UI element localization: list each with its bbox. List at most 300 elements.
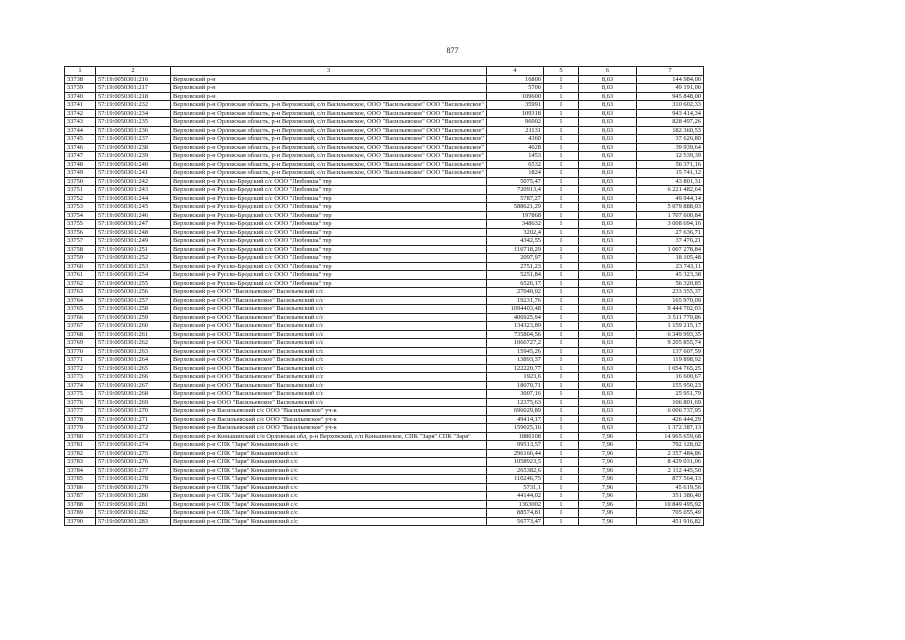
- cadastral-number: 57:19:0050301:232: [96, 101, 171, 110]
- rate-value: 8,63: [579, 160, 637, 169]
- count-value: 1: [544, 432, 579, 441]
- rate-value: 8,63: [579, 186, 637, 195]
- area-value: 1453: [487, 152, 544, 161]
- count-value: 1: [544, 390, 579, 399]
- table-row: [65, 203, 704, 212]
- area-value: 1094403,48: [487, 305, 544, 314]
- area-value: 122220,77: [487, 364, 544, 373]
- table-row: [65, 237, 704, 246]
- column-header: 7: [637, 67, 704, 76]
- area-value: 21131: [487, 126, 544, 135]
- cadastral-number: 57:19:0050301:242: [96, 177, 171, 186]
- cadastral-number: 57:19:0050301:238: [96, 143, 171, 152]
- table-row: [65, 347, 704, 356]
- table-row: [65, 160, 704, 169]
- table-row: [65, 313, 704, 322]
- rate-value: 8,63: [579, 279, 637, 288]
- cost-value: 1 054 765,25: [637, 364, 704, 373]
- location-description: Верховский р-н Орловская область, р-н Верховский, с/п Васильевское, ООО "Васильевское" ООО "Васильевское": [171, 135, 487, 144]
- count-value: 1: [544, 364, 579, 373]
- rate-value: 8,63: [579, 381, 637, 390]
- area-value: 110246,75: [487, 475, 544, 484]
- cadastral-number: 57:19:0050301:234: [96, 109, 171, 118]
- cost-value: 3 008 694,16: [637, 220, 704, 229]
- table-row: [65, 75, 704, 84]
- location-description: Верховский р-н ООО "Васильевское" Васильевский с/с: [171, 288, 487, 297]
- table-row: [65, 441, 704, 450]
- cadastral-table: [64, 66, 704, 526]
- count-value: 1: [544, 296, 579, 305]
- row-number: 33748: [65, 160, 96, 169]
- area-value: 2751,23: [487, 262, 544, 271]
- row-number: 33790: [65, 517, 96, 526]
- area-value: 1058923,5: [487, 458, 544, 467]
- cadastral-number: 57:19:0050301:236: [96, 126, 171, 135]
- row-number: 33762: [65, 279, 96, 288]
- cadastral-number: 57:19:0050301:270: [96, 407, 171, 416]
- rate-value: 8,63: [579, 211, 637, 220]
- location-description: Верховский р-н ООО "Васильевское" Васильевский с/с: [171, 390, 487, 399]
- location-description: Верховский р-н Русско-Бродский с/с ООО "Любовша" тер: [171, 237, 487, 246]
- rate-value: 8,63: [579, 424, 637, 433]
- area-value: 6532: [487, 160, 544, 169]
- cadastral-number: 57:19:0050301:254: [96, 271, 171, 280]
- table-row: [65, 152, 704, 161]
- row-number: 33738: [65, 75, 96, 84]
- cadastral-number: 57:19:0050301:272: [96, 424, 171, 433]
- column-number-row: [65, 67, 704, 76]
- table-row: [65, 262, 704, 271]
- cost-value: 45 619,56: [637, 483, 704, 492]
- rate-value: 8,63: [579, 373, 637, 382]
- row-number: 33749: [65, 169, 96, 178]
- row-number: 33776: [65, 398, 96, 407]
- row-number: 33783: [65, 458, 96, 467]
- cost-value: 12 539,39: [637, 152, 704, 161]
- count-value: 1: [544, 483, 579, 492]
- cost-value: 6 349 993,35: [637, 330, 704, 339]
- location-description: Верховский р-н Орловская область, р-н Верховский, с/п Васильевское, ООО "Васильевское" ООО "Васильевское": [171, 152, 487, 161]
- cost-value: 49 944,14: [637, 194, 704, 203]
- location-description: Верховский р-н Орловская область, р-н Верховский, с/п Васильевское, ООО "Васильевское" ООО "Васильевское": [171, 126, 487, 135]
- rate-value: 7,96: [579, 509, 637, 518]
- rate-value: 8,63: [579, 177, 637, 186]
- table-row: [65, 177, 704, 186]
- location-description: Верховский р-н СПК "Заря" Коньшинский с/с: [171, 500, 487, 509]
- cadastral-number: 57:19:0050301:255: [96, 279, 171, 288]
- table-row: [65, 271, 704, 280]
- table-row: [65, 517, 704, 526]
- location-description: Верховский р-н СПК "Заря" Коньшинский с/с: [171, 483, 487, 492]
- row-number: 33788: [65, 500, 96, 509]
- cadastral-number: 57:19:0050301:265: [96, 364, 171, 373]
- cost-value: 6 221 482,64: [637, 186, 704, 195]
- cadastral-number: 57:19:0050301:251: [96, 245, 171, 254]
- cadastral-number: 57:19:0050301:216: [96, 75, 171, 84]
- location-description: Верховский р-н Русско-Бродский с/с ООО "Любовша" тер: [171, 211, 487, 220]
- count-value: 1: [544, 373, 579, 382]
- row-number: 33744: [65, 126, 96, 135]
- area-value: 6526,17: [487, 279, 544, 288]
- location-description: Верховский р-н Орловская область, р-н Верховский, с/п Васильевское, ООО "Васильевское" ООО "Васильевское": [171, 101, 487, 110]
- count-value: 1: [544, 92, 579, 101]
- count-value: 1: [544, 75, 579, 84]
- rate-value: 7,96: [579, 500, 637, 509]
- cost-value: 9 205 855,74: [637, 339, 704, 348]
- area-value: 5787,27: [487, 194, 544, 203]
- row-number: 33757: [65, 237, 96, 246]
- cadastral-number: 57:19:0050301:243: [96, 186, 171, 195]
- row-number: 33765: [65, 305, 96, 314]
- cost-value: 18 105,48: [637, 254, 704, 263]
- row-number: 33746: [65, 143, 96, 152]
- cost-value: 106 801,69: [637, 398, 704, 407]
- cadastral-number: 57:19:0050301:253: [96, 262, 171, 271]
- count-value: 1: [544, 313, 579, 322]
- area-value: 5700: [487, 84, 544, 93]
- row-number: 33769: [65, 339, 96, 348]
- column-header: 6: [579, 67, 637, 76]
- rate-value: 8,63: [579, 92, 637, 101]
- location-description: Верховский р-н Русско-Бродский с/с ООО "Любовша" тер: [171, 254, 487, 263]
- cadastral-number: 57:19:0050301:246: [96, 211, 171, 220]
- location-description: Верховский р-н Орловская область, р-н Верховский, с/п Васильевское, ООО "Васильевское" ООО "Васильевское": [171, 109, 487, 118]
- rate-value: 8,63: [579, 75, 637, 84]
- rate-value: 8,63: [579, 237, 637, 246]
- row-number: 33763: [65, 288, 96, 297]
- cadastral-number: 57:19:0050301:248: [96, 228, 171, 237]
- row-number: 33784: [65, 466, 96, 475]
- rate-value: 7,96: [579, 458, 637, 467]
- location-description: Верховский р-н Орловская область, р-н Верховский, с/п Васильевское, ООО "Васильевское" ООО "Васильевское": [171, 143, 487, 152]
- cadastral-number: 57:19:0050301:245: [96, 203, 171, 212]
- row-number: 33754: [65, 211, 96, 220]
- area-value: 134323,89: [487, 322, 544, 331]
- cost-value: 1 707 600,84: [637, 211, 704, 220]
- table-row: [65, 483, 704, 492]
- cost-value: 155 950,23: [637, 381, 704, 390]
- row-number: 33778: [65, 415, 96, 424]
- row-number: 33789: [65, 509, 96, 518]
- row-number: 33766: [65, 313, 96, 322]
- cost-value: 2 112 445,50: [637, 466, 704, 475]
- cadastral-number: 57:19:0050301:249: [96, 237, 171, 246]
- count-value: 1: [544, 177, 579, 186]
- table-row: [65, 186, 704, 195]
- row-number: 33773: [65, 373, 96, 382]
- area-value: 5075,47: [487, 177, 544, 186]
- cadastral-number: 57:19:0050301:257: [96, 296, 171, 305]
- table-row: [65, 356, 704, 365]
- cost-value: 182 360,53: [637, 126, 704, 135]
- count-value: 1: [544, 169, 579, 178]
- rate-value: 7,96: [579, 441, 637, 450]
- rate-value: 8,63: [579, 126, 637, 135]
- location-description: Верховский р-н СПК "Заря" Коньшинский с/с: [171, 492, 487, 501]
- cost-value: 2 357 484,86: [637, 449, 704, 458]
- count-value: 1: [544, 339, 579, 348]
- rate-value: 8,63: [579, 415, 637, 424]
- location-description: Верховский р-н Русско-Бродский с/с ООО "Любовша" тер: [171, 203, 487, 212]
- rate-value: 8,63: [579, 118, 637, 127]
- count-value: 1: [544, 381, 579, 390]
- location-description: Верховский р-н Русско-Бродский с/с ООО "Любовша" тер: [171, 194, 487, 203]
- table-row: [65, 118, 704, 127]
- cost-value: 15 741,12: [637, 169, 704, 178]
- area-value: 735804,56: [487, 330, 544, 339]
- location-description: Верховский р-н ООО "Васильевское" Васильевский с/с: [171, 347, 487, 356]
- row-number: 33756: [65, 228, 96, 237]
- table-row: [65, 220, 704, 229]
- area-value: 4342,55: [487, 237, 544, 246]
- location-description: Верховский р-н Васильевский с/с ООО "Васильевское" уч-к: [171, 424, 487, 433]
- cost-value: 43 801,31: [637, 177, 704, 186]
- location-description: Верховский р-н Русско-Бродский с/с ООО "Любовша" тер: [171, 177, 487, 186]
- row-number: 33740: [65, 92, 96, 101]
- row-number: 33768: [65, 330, 96, 339]
- count-value: 1: [544, 152, 579, 161]
- cadastral-number: 57:19:0050301:244: [96, 194, 171, 203]
- row-number: 33787: [65, 492, 96, 501]
- count-value: 1: [544, 135, 579, 144]
- rate-value: 8,63: [579, 330, 637, 339]
- table-row: [65, 407, 704, 416]
- cost-value: 945 848,00: [637, 92, 704, 101]
- area-value: 44144,02: [487, 492, 544, 501]
- area-value: 5731,1: [487, 483, 544, 492]
- rate-value: 8,63: [579, 313, 637, 322]
- row-number: 33782: [65, 449, 96, 458]
- row-number: 33777: [65, 407, 96, 416]
- cost-value: 27 636,71: [637, 228, 704, 237]
- rate-value: 8,63: [579, 220, 637, 229]
- row-number: 33741: [65, 101, 96, 110]
- rate-value: 7,96: [579, 483, 637, 492]
- row-number: 33779: [65, 424, 96, 433]
- cadastral-number: 57:19:0050301:280: [96, 492, 171, 501]
- rate-value: 7,96: [579, 517, 637, 526]
- column-header: 4: [487, 67, 544, 76]
- table-row: [65, 339, 704, 348]
- count-value: 1: [544, 126, 579, 135]
- cost-value: 25 951,79: [637, 390, 704, 399]
- area-value: 35991: [487, 101, 544, 110]
- cost-value: 49 191,00: [637, 84, 704, 93]
- table-row: [65, 458, 704, 467]
- count-value: 1: [544, 305, 579, 314]
- table-row: [65, 254, 704, 263]
- rate-value: 8,63: [579, 135, 637, 144]
- rate-value: 8,63: [579, 245, 637, 254]
- rate-value: 8,63: [579, 347, 637, 356]
- rate-value: 8,63: [579, 407, 637, 416]
- location-description: Верховский р-н Русско-Бродский с/с ООО "Любовша" тер: [171, 271, 487, 280]
- count-value: 1: [544, 517, 579, 526]
- cost-value: 705 055,49: [637, 509, 704, 518]
- count-value: 1: [544, 220, 579, 229]
- area-value: 4360: [487, 135, 544, 144]
- count-value: 1: [544, 398, 579, 407]
- table-row: [65, 211, 704, 220]
- cost-value: 351 386,40: [637, 492, 704, 501]
- cadastral-number: 57:19:0050301:258: [96, 305, 171, 314]
- rate-value: 8,63: [579, 228, 637, 237]
- table-row: [65, 390, 704, 399]
- area-value: 1066727,2: [487, 339, 544, 348]
- area-value: 27040,02: [487, 288, 544, 297]
- table-row: [65, 92, 704, 101]
- area-value: 159025,16: [487, 424, 544, 433]
- count-value: 1: [544, 118, 579, 127]
- count-value: 1: [544, 84, 579, 93]
- area-value: 109318: [487, 109, 544, 118]
- table-row: [65, 466, 704, 475]
- rate-value: 8,63: [579, 254, 637, 263]
- row-number: 33759: [65, 254, 96, 263]
- rate-value: 7,96: [579, 449, 637, 458]
- location-description: Верховский р-н Русско-Бродский с/с ООО "Любовша" тер: [171, 186, 487, 195]
- table-row: [65, 364, 704, 373]
- area-value: 265382,6: [487, 466, 544, 475]
- table-row: [65, 415, 704, 424]
- area-value: 109600: [487, 92, 544, 101]
- table-row: [65, 492, 704, 501]
- cadastral-number: 57:19:0050301:279: [96, 483, 171, 492]
- table-row: [65, 288, 704, 297]
- count-value: 1: [544, 475, 579, 484]
- area-value: 3007,16: [487, 390, 544, 399]
- cost-value: 6 006 737,95: [637, 407, 704, 416]
- area-value: 720913,4: [487, 186, 544, 195]
- rate-value: 8,63: [579, 390, 637, 399]
- area-value: 3202,4: [487, 228, 544, 237]
- cadastral-number: 57:19:0050301:273: [96, 432, 171, 441]
- cost-value: 45 323,38: [637, 271, 704, 280]
- row-number: 33767: [65, 322, 96, 331]
- cadastral-number: 57:19:0050301:259: [96, 313, 171, 322]
- table-row: [65, 101, 704, 110]
- row-number: 33781: [65, 441, 96, 450]
- table-row: [65, 475, 704, 484]
- rate-value: 8,63: [579, 101, 637, 110]
- cost-value: 9 444 702,03: [637, 305, 704, 314]
- count-value: 1: [544, 288, 579, 297]
- count-value: 1: [544, 254, 579, 263]
- location-description: Верховский р-н СПК "Заря" Коньшинский с/с: [171, 509, 487, 518]
- rate-value: 8,63: [579, 398, 637, 407]
- cost-value: 877 564,13: [637, 475, 704, 484]
- row-number: 33742: [65, 109, 96, 118]
- cost-value: 310 602,33: [637, 101, 704, 110]
- location-description: Верховский р-н Коньшинский с/п Орловская обл, р-н Верховский, с/п Коньшинское, СПК "Заря" СПК "Заря": [171, 432, 487, 441]
- table-row: [65, 143, 704, 152]
- table-row: [65, 169, 704, 178]
- count-value: 1: [544, 228, 579, 237]
- column-header: 2: [96, 67, 171, 76]
- cadastral-number: 57:19:0050301:278: [96, 475, 171, 484]
- row-number: 33772: [65, 364, 96, 373]
- location-description: Верховский р-н Русско-Бродский с/с ООО "Любовша" тер: [171, 262, 487, 271]
- table-row: [65, 305, 704, 314]
- count-value: 1: [544, 424, 579, 433]
- cost-value: 16 600,67: [637, 373, 704, 382]
- rate-value: 8,63: [579, 322, 637, 331]
- rate-value: 8,63: [579, 109, 637, 118]
- table-row: [65, 381, 704, 390]
- table-row: [65, 194, 704, 203]
- row-number: 33785: [65, 475, 96, 484]
- table-row: [65, 432, 704, 441]
- row-number: 33739: [65, 84, 96, 93]
- location-description: Верховский р-н: [171, 84, 487, 93]
- location-description: Верховский р-н Орловская область, р-н Верховский, с/п Васильевское, ООО "Васильевское" ООО "Васильевское": [171, 169, 487, 178]
- table-row: [65, 126, 704, 135]
- row-number: 33753: [65, 203, 96, 212]
- count-value: 1: [544, 356, 579, 365]
- location-description: Верховский р-н Орловская область, р-н Верховский, с/п Васильевское, ООО "Васильевское" ООО "Васильевское": [171, 118, 487, 127]
- cost-value: 828 497,26: [637, 118, 704, 127]
- table-row: [65, 296, 704, 305]
- rate-value: 7,96: [579, 432, 637, 441]
- location-description: Верховский р-н Русско-Бродский с/с ООО "Любовша" тер: [171, 245, 487, 254]
- area-value: 696029,89: [487, 407, 544, 416]
- page-number: 877: [446, 46, 459, 55]
- count-value: 1: [544, 466, 579, 475]
- area-value: 99513,57: [487, 441, 544, 450]
- rate-value: 8,63: [579, 305, 637, 314]
- location-description: Верховский р-н ООО "Васильевское" Васильевский с/с: [171, 373, 487, 382]
- table-row: [65, 84, 704, 93]
- cost-value: 56 371,16: [637, 160, 704, 169]
- rate-value: 8,63: [579, 356, 637, 365]
- row-number: 33786: [65, 483, 96, 492]
- table-row: [65, 279, 704, 288]
- area-value: 13893,37: [487, 356, 544, 365]
- count-value: 1: [544, 203, 579, 212]
- cost-value: 233 355,37: [637, 288, 704, 297]
- cadastral-number: 57:19:0050301:267: [96, 381, 171, 390]
- cadastral-number: 57:19:0050301:264: [96, 356, 171, 365]
- cadastral-number: 57:19:0050301:235: [96, 118, 171, 127]
- rate-value: 8,63: [579, 339, 637, 348]
- rate-value: 8,63: [579, 296, 637, 305]
- count-value: 1: [544, 492, 579, 501]
- area-value: 588621,29: [487, 203, 544, 212]
- rate-value: 8,63: [579, 152, 637, 161]
- rate-value: 8,63: [579, 143, 637, 152]
- cadastral-number: 57:19:0050301:271: [96, 415, 171, 424]
- row-number: 33764: [65, 296, 96, 305]
- count-value: 1: [544, 330, 579, 339]
- count-value: 1: [544, 407, 579, 416]
- cadastral-number: 57:19:0050301:262: [96, 339, 171, 348]
- column-header: 5: [544, 67, 579, 76]
- cadastral-number: 57:19:0050301:240: [96, 160, 171, 169]
- cadastral-number: 57:19:0050301:260: [96, 322, 171, 331]
- table-row: [65, 228, 704, 237]
- location-description: Верховский р-н СПК "Заря" Коньшинский с/с: [171, 475, 487, 484]
- cost-value: 37 476,21: [637, 237, 704, 246]
- count-value: 1: [544, 101, 579, 110]
- location-description: Верховский р-н Орловская область, р-н Верховский, с/п Васильевское, ООО "Васильевское" ООО "Васильевское": [171, 160, 487, 169]
- row-number: 33750: [65, 177, 96, 186]
- area-value: 88574,81: [487, 509, 544, 518]
- rate-value: 8,63: [579, 84, 637, 93]
- cost-value: 56 320,85: [637, 279, 704, 288]
- table-row: [65, 500, 704, 509]
- count-value: 1: [544, 186, 579, 195]
- cadastral-number: 57:19:0050301:275: [96, 449, 171, 458]
